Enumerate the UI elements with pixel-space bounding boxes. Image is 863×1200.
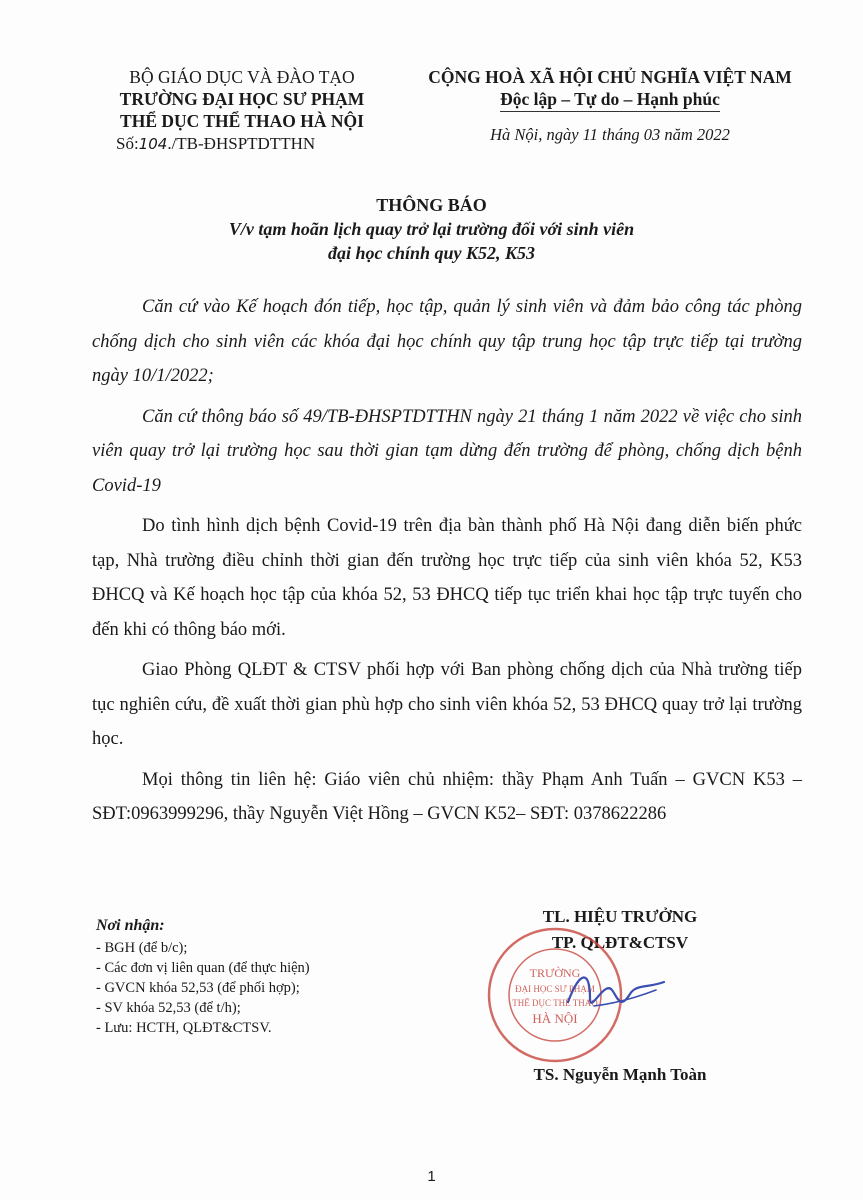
issue-date: Hà Nội, ngày 11 tháng 03 năm 2022: [490, 125, 730, 144]
signer-authority: TL. HIỆU TRƯỞNG: [542, 907, 698, 926]
document-number-suffix: ./TB-ĐHSPTDTTHN: [167, 134, 316, 153]
recipient-item: - Lưu: HCTH, QLĐT&CTSV.: [96, 1020, 272, 1036]
ministry-name: BỘ GIÁO DỤC VÀ ĐÀO TẠO: [129, 67, 355, 87]
recipient-item: - BGH (để b/c);: [96, 940, 188, 956]
recipients-block: [96, 916, 416, 1038]
recipient-item: - Các đơn vị liên quan (để thực hiện): [96, 960, 310, 976]
national-title: CỘNG HOÀ XÃ HỘI CHỦ NGHĨA VIỆT NAM: [428, 67, 792, 87]
recipient-item: - SV khóa 52,53 (để t/h);: [96, 1000, 241, 1016]
svg-text:TRƯỜNG: TRƯỜNG: [529, 966, 581, 980]
national-header: [390, 66, 830, 146]
paragraph-basis-2: Căn cứ thông báo số 49/TB-ĐHSPTDTTHN ngày 21 tháng 1 năm 2022 về việc cho sinh viên quay trở lại trường học sau thời gian tạm dừng đến trường để phòng, chống dịch bệnh Covid-19: [92, 406, 802, 496]
svg-text:HÀ NỘI: HÀ NỘI: [532, 1011, 578, 1026]
svg-text:ĐẠI HỌC SƯ PHẠM: ĐẠI HỌC SƯ PHẠM: [515, 984, 595, 994]
svg-text:THỂ DỤC THỂ THAO: THỂ DỤC THỂ THAO: [512, 998, 598, 1008]
school-name-line2: THỂ DỤC THỂ THAO HÀ NỘI: [120, 111, 364, 131]
issuer-header: [92, 66, 392, 155]
handwritten-signature: [560, 960, 670, 1030]
document-number-value: 104: [138, 135, 168, 153]
signer-name: TS. Nguyễn Mạnh Toàn: [533, 1065, 707, 1084]
paragraph-contact: Mọi thông tin liên hệ: Giáo viên chủ nhiệm: thầy Phạm Anh Tuấn – GVCN K53 – SĐT:0963999296, thầy Nguyễn Việt Hồng – GVCN K52– SĐT: 0378622286: [92, 769, 802, 824]
national-motto: Độc lập – Tự do – Hạnh phúc: [500, 88, 720, 112]
document-body: [92, 290, 802, 832]
paragraph-basis-1: Căn cứ vào Kế hoạch đón tiếp, học tập, quản lý sinh viên và đảm bảo công tác phòng chống dịch cho sinh viên các khóa đại học chính quy tập trung học tập trực tiếp tại trường ngày 10/1/2022;: [92, 297, 802, 386]
document-number-prefix: Số:: [116, 134, 139, 153]
recipient-item: - GVCN khóa 52,53 (để phối hợp);: [96, 980, 300, 996]
paragraph-situation: Do tình hình dịch bệnh Covid-19 trên địa bàn thành phố Hà Nội đang diễn biến phức tạp, Nhà trường điều chỉnh thời gian đến trường học trực tiếp của sinh viên khóa 52, K53 ĐHCQ và Kế hoạch học tập của khóa 52, 53 ĐHCQ tiếp tục triển khai học tập trực tuyến cho đến khi có thông báo mới.: [92, 516, 802, 640]
paragraph-assignment: Giao Phòng QLĐT & CTSV phối hợp với Ban phòng chống dịch của Nhà trường tiếp tục nghiên cứu, đề xuất thời gian phù hợp cho sinh viên khóa 52, 53 ĐHCQ quay trở lại trường học.: [92, 660, 802, 749]
title-main: THÔNG BÁO: [376, 195, 487, 215]
recipients-heading: Nơi nhận:: [96, 917, 165, 934]
document-title: [0, 193, 863, 265]
title-subject-line1: V/v tạm hoãn lịch quay trở lại trường đối với sinh viên: [228, 219, 635, 239]
school-name-line1: TRƯỜNG ĐẠI HỌC SƯ PHẠM: [119, 89, 365, 109]
signer-position: TP. QLĐT&CTSV: [551, 933, 689, 952]
page-number: 1: [427, 1168, 436, 1185]
document-number: [92, 133, 392, 155]
title-subject-line2: đại học chính quy K52, K53: [327, 243, 536, 263]
